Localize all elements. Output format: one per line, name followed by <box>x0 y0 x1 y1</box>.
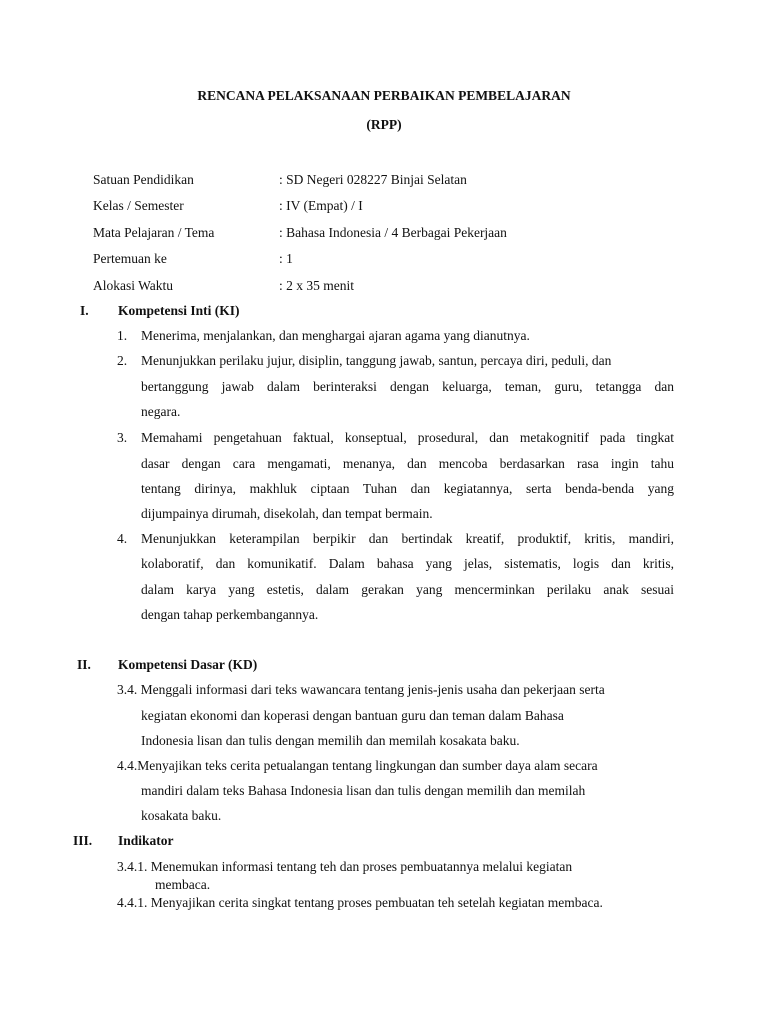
identity-row <box>93 224 693 242</box>
list-item-text: 3.4.1. Menemukan informasi tentang teh dan proses pembuatannya melalui kegiatan <box>117 859 573 874</box>
identity-value: : IV (Empat) / I <box>279 198 363 213</box>
list-item-text: bertanggung jawab dalam berinteraksi dengan keluarga, teman, guru, tetangga dan <box>141 379 674 394</box>
list-item-text: dalam karya yang estetis, dalam gerakan yang mencerminkan perilaku anak sesuai <box>141 582 674 597</box>
list-item-text: kegiatan ekonomi dan koperasi dengan bantuan guru dan teman dalam Bahasa <box>141 708 564 723</box>
list-item-text: membaca. <box>155 877 211 892</box>
list-item-text: Menerima, menjalankan, dan menghargai ajaran agama yang dianutnya. <box>141 328 530 343</box>
document-title: RENCANA PELAKSANAAN PERBAIKAN PEMBELAJARAN <box>197 88 571 103</box>
list-item-text: 3.4. Menggali informasi dari teks wawancara tentang jenis-jenis usaha dan pekerjaan serta <box>117 682 605 697</box>
list-item-text: Menunjukkan keterampilan berpikir dan bertindak kreatif, produktif, kritis, mandiri, <box>141 531 674 546</box>
section-number: II. <box>77 657 91 672</box>
identity-label: Pertemuan ke <box>93 251 167 266</box>
list-item-text: dasar dengan cara mengamati, menanya, dan mencoba berdasarkan rasa ingin tahu <box>141 456 674 471</box>
document-subtitle: (RPP) <box>366 117 402 132</box>
section-title: Kompetensi Inti (KI) <box>118 303 240 318</box>
section-number: I. <box>80 303 89 318</box>
section-number: III. <box>73 833 93 848</box>
list-item-number: 1. <box>117 328 128 343</box>
list-item-number: 3. <box>117 430 128 445</box>
list-item-number: 4. <box>117 531 128 546</box>
section-title: Kompetensi Dasar (KD) <box>118 657 258 672</box>
list-item-text: kolaboratif, dan komunikatif. Dalam bahasa yang jelas, sistematis, logis dan kritis, <box>141 556 674 571</box>
list-item-text: tentang dirinya, makhluk ciptaan Tuhan dan kegiatannya, serta benda-benda yang <box>141 481 674 496</box>
identity-row <box>93 250 693 268</box>
identity-value: : 2 x 35 menit <box>279 278 354 293</box>
identity-label: Satuan Pendidikan <box>93 172 194 187</box>
list-item-text: 4.4.1. Menyajikan cerita singkat tentang proses pembuatan teh setelah kegiatan membaca. <box>117 895 603 910</box>
identity-label: Kelas / Semester <box>93 198 184 213</box>
identity-value: : SD Negeri 028227 Binjai Selatan <box>279 172 467 187</box>
identity-row <box>93 197 693 215</box>
list-item-text: mandiri dalam teks Bahasa Indonesia lisan dan tulis dengan memilih dan memilah <box>141 783 586 798</box>
identity-value: : 1 <box>279 251 293 266</box>
list-item-text: dengan tahap perkembangannya. <box>141 607 319 622</box>
identity-label: Alokasi Waktu <box>93 278 174 293</box>
list-item-text: kosakata baku. <box>141 808 222 823</box>
list-item-number: 2. <box>117 353 128 368</box>
list-item-text: dijumpainya dirumah, disekolah, dan tempat bermain. <box>141 506 433 521</box>
list-item-text: 4.4.Menyajikan teks cerita petualangan tentang lingkungan dan sumber daya alam secara <box>117 758 598 773</box>
identity-label: Mata Pelajaran / Tema <box>93 225 215 240</box>
list-item-text: Memahami pengetahuan faktual, konseptual, prosedural, dan metakognitif pada tingkat <box>141 430 674 445</box>
identity-row <box>93 171 693 189</box>
list-item-text: negara. <box>141 404 181 419</box>
list-item-text: Indonesia lisan dan tulis dengan memilih dan memilah kosakata baku. <box>141 733 520 748</box>
list-item-text: Menunjukkan perilaku jujur, disiplin, tanggung jawab, santun, percaya diri, peduli, dan <box>141 353 612 368</box>
identity-value: : Bahasa Indonesia / 4 Berbagai Pekerjaan <box>279 225 507 240</box>
section-title: Indikator <box>118 833 174 848</box>
identity-row <box>93 277 693 295</box>
